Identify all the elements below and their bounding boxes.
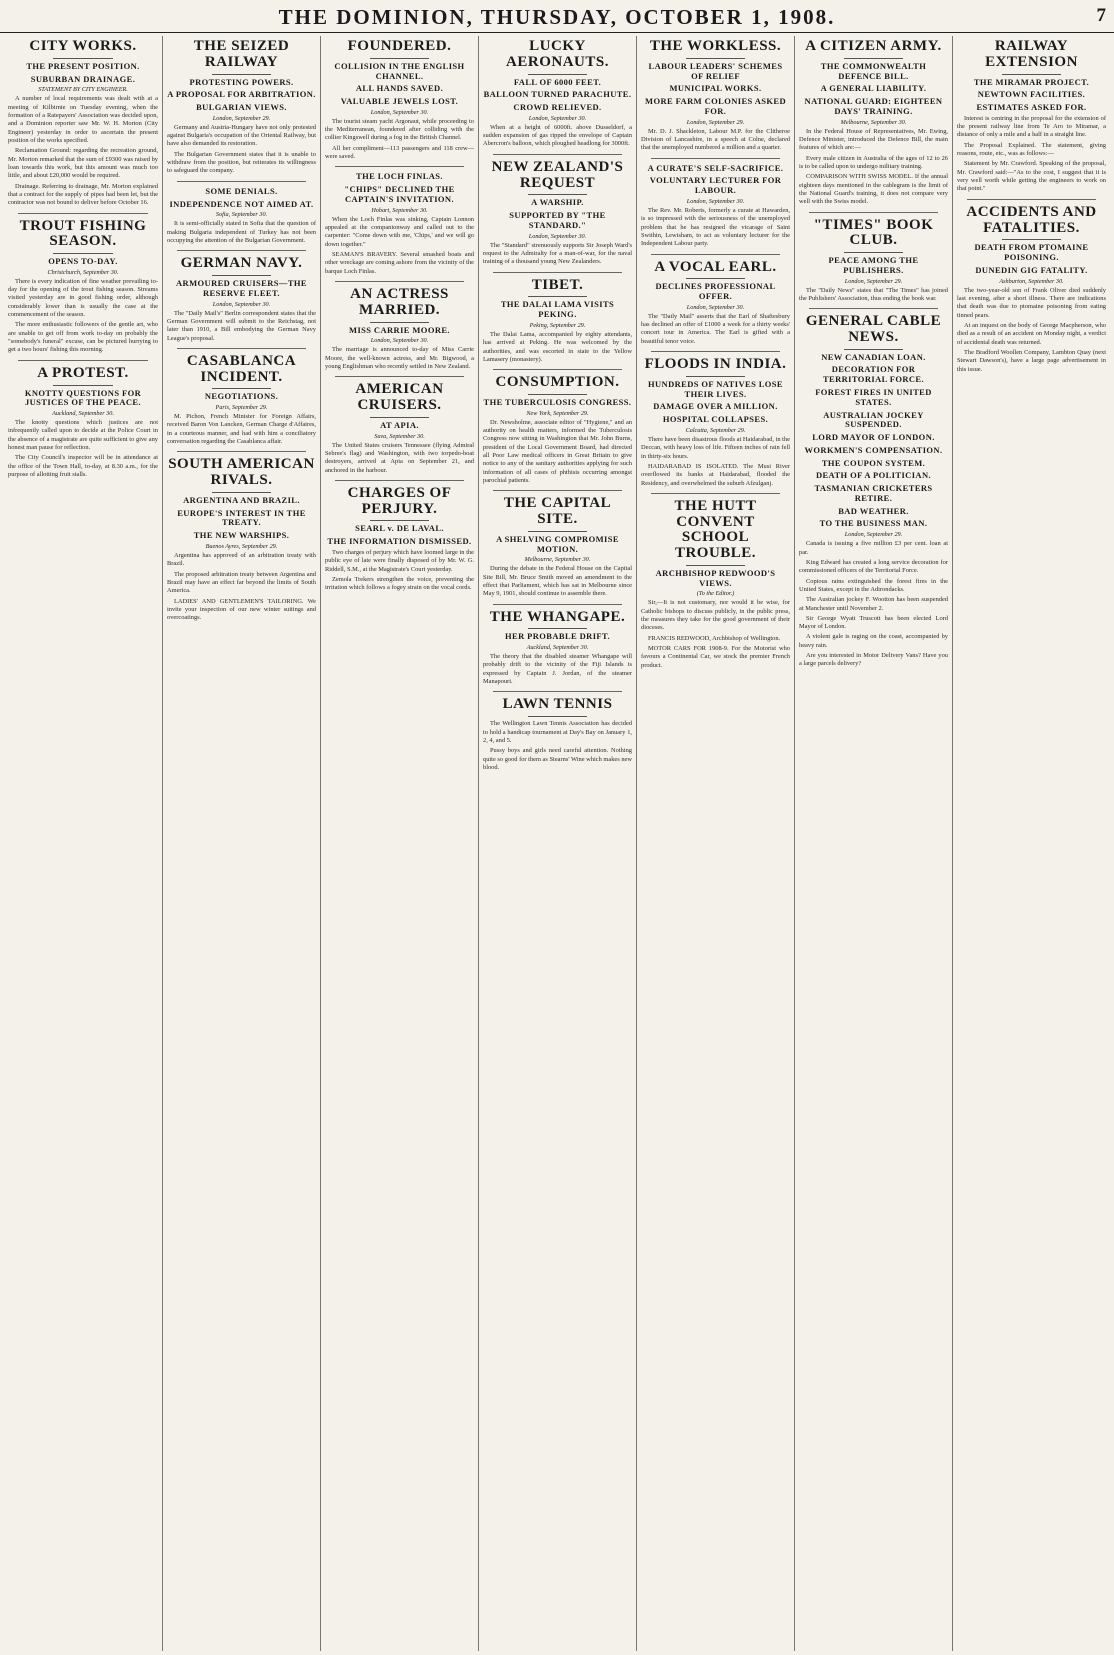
article-subhead: PEACE AMONG THE PUBLISHERS. [828,255,919,275]
article-paragraph: The Rev. Mr. Roberts, formerly a curate at Hawarden, is so impressed with the seriousness of the unemployed problem that he has resigned the vicarage of Saint Swithin, Lewisham, to act as voluntary lecturer for the Independent Labour party. [641,206,790,248]
article-paragraph: MOTOR CARS FOR 1908-9. For the Motorist who favours a Continental Car, we stock the premier French product. [641,645,790,669]
article-divider [651,493,780,494]
article-subhead: DECLINES PROFESSIONAL OFFER. [655,281,776,302]
article-headline: AN ACTRESS MARRIED. [350,286,449,318]
article-subhead: KNOTTY QUESTIONS FOR JUSTICES OF THE PEACE. [24,387,142,408]
article-subhead: THE DALAI LAMA VISITS PEKING. [500,299,615,320]
article-headline: LAWN TENNIS [502,696,613,713]
article-paragraph: The more enthusiastic followers of the gentle art, who are unable to get off from work to-day on probably the "somebody's funeral" excuse, can be pictured hurrying to get a two hours' fishing this morning. [8,321,158,354]
article-subhead: DAMAGE OVER A MILLION. [653,401,778,412]
article-divider [335,281,464,282]
article-paragraph: The "Daily Mail" asserts that the Earl of Shaftesbury has declined an offer of £1000 a week for a thirty weeks' concert tour in America. The Earl is gifted with a beautiful tenor voice. [641,312,790,345]
article-dateline: London, September 29. [844,277,903,285]
article-subhead: SOME DENIALS. [205,185,278,196]
article-divider [493,369,622,370]
article-subhead: WORKMEN'S COMPENSATION. [804,444,943,455]
article-subhead: A CURATE'S SELF-SACRIFICE. [647,162,784,173]
article-paragraph: Zemola Trekers strengthen the voice, preventing the irritation which follows a fogey strain on the vocal cords. [325,575,474,592]
article-dateline: London, September 30. [686,197,745,205]
article-subhead: NEGOTIATIONS. [204,391,279,402]
column-container [4,36,1110,1651]
article [483,39,632,149]
article-subhead: SUBURBAN DRAINAGE. [30,73,136,84]
article-subhead: AUSTRALIAN JOCKEY SUSPENDED. [823,409,924,430]
article-paragraph: The Proposal Explained. The statement, giving reasons, route, etc., was as follows:— [957,141,1106,158]
headline-rule [1002,239,1062,240]
article-divider [493,154,622,155]
article-paragraph: It is semi-officially stated in Sofia that the question of making Bulgaria independent of Turkey has not been occupying the attention of the Bulgarian Government. [167,220,316,244]
headline-rule [528,194,588,195]
article-paragraph: The marriage is announced to-day of Miss Carrie Moore, the well-known actress, and Mr. Bigwood, a young Englishman who recently settled in New Zealand. [325,346,474,370]
article-subhead: THE COMMONWEALTH DEFENCE BILL. [820,60,927,81]
article-paragraph: During the debate in the Federal House on the Capital Site Bill, Mr. Bruce Smith moved an amendment to the effect that Parliament, which has sat in Melbourne since May 9, 1901, should continue to assemble there. [483,565,632,598]
article-subhead: NATIONAL GUARD: EIGHTEEN DAYS' TRAINING. [804,96,943,116]
article-dateline: London, September 29. [686,118,745,126]
article-divider [18,213,148,214]
article-paragraph: Sir,—It is not customary, nor would it be wise, for Catholic bishops to discuss publicly, in the public press, the measures they take for the good government of their dioceses. [641,599,790,632]
article-paragraph: Dr. Newsholme, associate editor of "Hygiene," and an authority on health matters, informed the Tuberculosis Congress now sitting in Washington that Mr. John Burns, president of the Local Government Board, had directed all Poor Law medical officers in Great Britain to give notice to any of the sanitary authorities applying for such information of all cases of phthisis occurring amongst parochial patients. [483,418,632,484]
article [483,610,632,687]
article-paragraph: The Wellington Lawn Tennis Association has decided to hold a handicap tournament at Day's Bay on January 1, 2, 4, and 5. [483,720,632,744]
article-dateline: New York, September 29. [526,409,589,417]
headline-rule [53,253,113,254]
article [167,354,316,447]
article-divider [809,212,938,213]
article-headline: GERMAN NAVY. [180,255,303,272]
article [325,39,474,161]
article-subhead: DEATH OF A POLITICIAN. [815,470,932,481]
article-subhead: MORE FARM COLONIES ASKED FOR. [645,96,786,116]
article-paragraph: SEAMAN'S BRAVERY. Several smashed boats and other wreckage are coming ashore from the vicinity of the barque Loch Finlas. [325,251,474,275]
article-paragraph: King Edward has created a long service decoration for commissioned officers of the Territorial Force. [799,558,948,575]
headline-rule [686,565,746,566]
article-subhead: EUROPE'S INTEREST IN THE TREATY. [177,507,306,528]
article-headline: "TIMES" BOOK CLUB. [813,216,934,249]
article [483,496,632,598]
article-paragraph: When the Loch Finlas was sinking, Captain Lonnon appealed at the companionway and called out to the carpenter: "Come down with me, 'Chips,' and we will go down together." [325,215,474,248]
article-subhead: VALUABLE JEWELS LOST. [340,96,459,107]
article-dateline: London, September 30. [686,303,745,311]
article [325,382,474,475]
article-headline: ACCIDENTS AND FATALITIES. [966,203,1097,236]
article-paragraph: Two charges of perjury which have loomed large in the public eye of late were finally disposed of by Mr. W. G. Riddell, S.M., at the Magistrate's Court yesterday. [325,548,474,573]
column-3 [320,36,478,1651]
article-dateline: Suva, September 30. [374,432,425,440]
headline-rule [212,492,272,493]
article-divider [651,351,780,352]
headline-rule [528,394,588,395]
article-paragraph: Are you interested in Motor Delivery Vans? Have you a large parcels delivery? [799,652,948,668]
article [483,697,632,772]
article-divider [177,451,306,452]
article-subhead: MUNICIPAL WORKS. [669,83,762,94]
column-7 [952,36,1110,1651]
headline-rule [686,376,746,377]
article-dateline: Melbourne, September 30. [524,556,591,564]
headline-rule [370,520,430,521]
article-subhead: A PROPOSAL FOR ARBITRATION. [167,89,316,100]
article-subhead: A SHELVING COMPROMISE MOTION. [496,533,619,554]
article-divider [651,158,780,159]
article-subhead: THE INFORMATION DISMISSED. [327,536,472,547]
headline-rule [53,385,113,386]
article-subhead: CROWD RELIEVED. [513,102,602,113]
article [641,357,790,488]
headline-rule [370,58,430,59]
article-dateline: Auckland, September 30. [52,410,114,418]
headline-rule [370,322,430,323]
column-5 [636,36,794,1651]
article-dateline: London, September 29. [212,114,271,122]
article-headline: A PROTEST. [37,364,129,381]
article-subhead: "CHIPS" DECLINED THE CAPTAIN'S INVITATION. [344,184,455,204]
article-dateline: (To the Editor.) [696,590,735,598]
article-paragraph: Canada is issuing a five million £3 per cent. loan at par. [799,540,948,556]
article-headline: TROUT FISHING SEASON. [19,217,147,250]
article-paragraph: Argentina has approved of an arbitration treaty with Brazil. [167,552,316,568]
article-dateline: STATEMENT BY CITY ENGINEER. [38,86,128,94]
column-2 [162,36,320,1651]
article-paragraph: The Bulgarian Government states that it is unable to withdraw from the position, but reiterates its willingness to safeguard the company. [167,150,316,175]
article-dateline: Christchurch, September 30. [47,268,119,276]
article-paragraph: Reclamation Ground: regarding the recreation ground, Mr. Morton remarked that the sum of £9300 was raised by loan towards this work, but this amount was much too little, and about £20,000 would be required. [8,147,158,180]
article-headline: CHARGES OF PERJURY. [347,484,452,517]
article-paragraph: When at a height of 6000ft. above Dusseldorf, a sudden expansion of gas ripped the envelope of Captain Abercron's balloon, which ploughed headlong for 3000ft. [483,123,632,148]
article-paragraph: Interest is centring in the proposal for the extension of the present railway line from Te Aro to Miramar, a distance of only a mile and a half in a straight line. [957,114,1106,139]
article-paragraph: The "Daily Mail's" Berlin correspondent states that the German Government will submit to the Reichstag, not later than 1910, a Bill embodying the German Navy League's proposal. [167,309,316,342]
article [8,366,158,480]
article-subhead: DECORATION FOR TERRITORIAL FORCE. [822,364,925,385]
article-subhead: TO THE BUSINESS MAN. [819,518,928,529]
article [641,499,790,670]
article-headline: TIBET. [531,276,584,293]
headline-rule [686,278,746,279]
article-divider [18,360,148,361]
article-subhead: A WARSHIP. [531,197,584,208]
article-paragraph: Copious rains extinguished the forest fires in the United States, except in the Adirondacks. [799,577,948,593]
article-paragraph: Sir George Wyatt Truscott has been elected Lord Mayor of London. [799,614,948,631]
article-subhead: THE COUPON SYSTEM. [821,457,926,468]
article-dateline: Calcutta, September 29. [685,426,746,434]
article [799,218,948,304]
article-divider [335,480,464,481]
article-subhead: ARMOURED CRUISERS—THE RESERVE FLEET. [176,278,307,298]
article-paragraph: The City Council's inspector will be in attendance at the office of the Town Hall, to-day, at 8.30 a.m., for the purpose of allotting fruit stalls. [8,454,158,479]
headline-rule [844,58,904,59]
article-divider [493,490,622,491]
article [8,39,158,208]
article-subhead: SUPPORTED BY "THE STANDARD." [509,210,606,230]
article-paragraph: The two-year-old son of Frank Oliver died suddenly last evening, after a short illness. There are indications that death was due to ptomaine poisoning from eating tinned pears. [957,286,1106,319]
article [641,260,790,347]
article-subhead: THE TUBERCULOSIS CONGRESS. [483,396,632,407]
article-dateline: Auckland, September 30. [526,644,589,652]
article-headline: NEW ZEALAND'S REQUEST [491,158,624,191]
column-1 [4,36,162,1651]
headline-rule [528,531,588,532]
article-paragraph: The United States cruisers Tennessee (flying Admiral Sebree's flag) and Washington, with two torpedo-boat destroyers, arrived at Apia on September 21, and anchored in the harbour. [325,441,474,474]
headline-rule [1002,74,1062,75]
article-paragraph: The Australian jockey F. Wootton has been suspended at Manchester until November 2. [799,596,948,612]
article-dateline: Hobart, September 30. [371,206,428,214]
article-dateline: Sofia, September 30. [215,211,268,219]
article [325,287,474,371]
article-paragraph: A violent gale is raging on the coast, accompanied by heavy rain. [799,633,948,649]
article-dateline: Melbourne, September 30. [840,118,907,126]
article [799,39,948,207]
article-headline: THE WORKLESS. [649,38,782,54]
article-paragraph: The tourist steam yacht Argonaut, while proceeding to the Mediterranean, foundered after colliding with the collier Kingswell during a fog in the British Channel. [325,117,474,142]
article [167,39,316,176]
article [167,457,316,622]
article-subhead: ESTIMATES ASKED FOR. [976,102,1087,113]
article-subhead: THE LOCH FINLAS. [356,171,443,182]
article-headline: CONSUMPTION. [495,374,620,391]
article-subhead: FALL OF 6000 FEET. [513,76,602,87]
article-paragraph: The Dalai Lama, accompanied by eighty attendants, has arrived at Peking. He was welcomed by the authorities, and was escorted in state to the Yellow Lamasery (monastery). [483,330,632,363]
headline-rule [212,388,272,389]
headline-rule [370,417,430,418]
article-divider [493,691,622,692]
article-paragraph: COMPARISON WITH SWISS MODEL. If the annual eighteen days mentioned in the cablegram is the limit of the National Guard's training, it does not compare very well with the Swiss model. [799,173,948,206]
article [641,164,790,249]
headline-rule [53,58,113,59]
article-subhead: DEATH FROM PTOMAINE POISONING. [974,242,1089,263]
article [483,278,632,365]
article-paragraph: All her compliment—113 passengers and 118 crew—were saved. [325,144,474,161]
masthead-title: THE DOMINION, THURSDAY, OCTOBER 1, 1908. [278,5,836,29]
article [325,486,474,593]
article-paragraph: FRANCIS REDWOOD, Archbishop of Wellington. [648,634,781,642]
article-paragraph: In the Federal House of Representatives, Mr. Ewing, Defence Minister, introduced the Defence Bill, the main features of which are:— [799,127,948,152]
article-dateline: London, September 30. [370,337,429,345]
article [483,375,632,485]
article-paragraph: The proposed arbitration treaty between Argentina and Brazil may have an effect far beyond the limits of South America. [167,570,316,595]
article-dateline: London, September 30. [528,232,587,240]
article-paragraph: Statement by Mr. Crawford. Speaking of the proposal, Mr. Crawford said:—"As to the cost, I suggest that it is very well worth while getting the engineers to work on that point." [957,160,1106,193]
article-paragraph: A number of local requirements was dealt with at a meeting of Kilbirnie on Tuesday evening, when the formation of a Ratepayers' Association was decided upon, and a Dominion reporter saw Mr. W. H. Morton (City Engineer) yesterday in order to ascertain the present position of the works specified. [8,95,158,144]
article-divider [493,272,622,273]
article-subhead: THE PRESENT POSITION. [26,60,140,71]
article-dateline: London, September 30. [212,300,271,308]
article-divider [177,250,306,251]
masthead [0,0,1114,33]
article-subhead: DUNEDIN GIG FATALITY. [975,264,1088,275]
headline-rule [528,74,588,75]
article-paragraph: There is every indication of fine weather prevailing to-day for the opening of the trout fishing season. Streams visited yesterday are in good fishing order, although considerably lower than is usually the case at the commencement of the season. [8,277,158,319]
article-subhead: FOREST FIRES IN UNITED STATES. [815,387,932,407]
article-paragraph: Germany and Austria-Hungary have not only protested against Bulgaria's occupation of the Oriental Railway, but have also demanded its restoration. [167,123,316,148]
article-paragraph: Pussy boys and girls need careful attention. Nothing quite so good for them as Stearns' Wine which makes new blood. [483,747,632,771]
article-headline: FLOODS IN INDIA. [644,356,787,373]
article-divider [177,181,306,182]
article-paragraph: HAIDARABAD IS ISOLATED. The Musi River overflowed its banks at Haidarabad, flooded the Residency, and overwhelmed the suburb Afzulganj. [641,462,790,487]
article-subhead: BAD WEATHER. [838,505,909,516]
article-headline: CITY WORKS. [29,38,137,54]
article-headline: A CITIZEN ARMY. [805,38,942,54]
article-headline: THE CAPITAL SITE. [503,495,612,528]
headline-rule [528,296,588,297]
article-paragraph: There have been disastrous floods at Haidarabad, in the Deccan, with heavy loss of life. Fifteen inches of rain fell in thirty-six hours. [641,435,790,460]
article-subhead: BULGARIAN VIEWS. [196,102,287,113]
article-divider [967,199,1096,200]
article-paragraph: M. Pichon, French Minister for Foreign Affairs, received Baron Von Lancken, German Charge d'Affaires, in a courteous manner, and had with him a conciliatory conversation regarding the Casablanca affair. [167,413,316,446]
article-divider [177,348,306,349]
article-headline: SOUTH AMERICAN RIVALS. [168,456,315,489]
article-subhead: COLLISION IN THE ENGLISH CHANNEL. [334,60,465,81]
article-paragraph: The "Daily News" states that "The Times" has joined the Publishers' Association, thus ending the book war. [799,286,948,302]
article-paragraph: At an inquest on the body of George Macpherson, who died as a result of an accident on Monday night, a verdict of accidental death was returned. [957,321,1106,346]
article-subhead: VOLUNTARY LECTURER FOR LABOUR. [649,175,782,196]
article [641,39,790,153]
article-headline: RAILWAY EXTENSION [985,38,1078,70]
article-headline: FOUNDERED. [347,38,452,54]
page-number: 7 [1096,5,1106,26]
article-subhead: THE NEW WARSHIPS. [193,530,290,541]
article-paragraph: The Bradford Woollen Company, Lambton Quay (next Stewart Dawson's), have a large page advertisement in this issue. [957,348,1106,373]
article-divider [335,166,464,167]
article-paragraph: The theory that the disabled steamer Whangape will probably drift to the vicinity of the Fiji Islands is expressed by Captain J. Jordan, of the steamer Manapouri. [483,653,632,686]
article-subhead: LABOUR LEADERS' SCHEMES OF RELIEF [648,60,783,81]
article-dateline: London, September 29. [844,531,903,539]
article [167,187,316,246]
headline-rule [212,275,272,276]
headline-rule [844,252,904,253]
headline-rule [528,716,588,717]
article-dateline: Paris, September 29. [215,404,268,412]
article-divider [335,376,464,377]
article-dateline: Buenos Ayres, September 29. [205,543,278,551]
article-headline: THE HUTT CONVENT SCHOOL TROUBLE. [674,497,757,562]
article-dateline: Ashburton, September 30. [999,277,1064,285]
article-headline: LUCKY AERONAUTS. [506,38,609,70]
headline-rule [844,349,904,350]
article [8,219,158,355]
article-paragraph: Every male citizen in Australia of the ages of 12 to 26 is to be called upon to undergo military training. [799,154,948,170]
article-subhead: MISS CARRIE MOORE. [349,324,450,335]
article [325,172,474,276]
article-paragraph: Drainage. Referring to drainage, Mr. Morton explained that a contract for the supply of pipes had been let, but the contractor was not bound to deliver before October 16. [8,182,158,207]
article-subhead: PROTESTING POWERS. [189,76,294,87]
article [957,205,1106,374]
headline-rule [212,74,272,75]
headline-rule [686,58,746,59]
article-subhead: A GENERAL LIABILITY. [820,83,927,94]
article-subhead: BALLOON TURNED PARACHUTE. [483,89,632,100]
column-4 [478,36,636,1651]
article-paragraph: The "Standard" strenuously supports Sir Joseph Ward's request to the Admiralty for a man-of-war, for the naval training of a thousand young New Zealanders. [483,241,632,266]
article-headline: THE SEIZED RAILWAY [193,38,290,70]
article-subhead: HUNDREDS OF NATIVES LOSE THEIR LIVES. [648,378,783,399]
article [167,256,316,343]
article-dateline: Peking, September 29. [529,321,586,329]
article [799,314,948,669]
article-paragraph: LADIES' AND GENTLEMEN'S TAILORING. We invite your inspection of our new winter suitings and overcoatings. [167,597,316,622]
article-paragraph: Mr. D. J. Shackleton, Labour M.P. for the Clitheroe Division of Lancashire, in a speech at Colne, declared that the unemployed numbered a million and a quarter. [641,127,790,152]
article-paragraph: The knotty questions which justices are not infrequently called upon to decide at the Police Court in the absence of a magistrate are quite sufficient to give any honest man pause for reflection. [8,419,158,452]
article-headline: A VOCAL EARL. [654,258,777,275]
article-subhead: INDEPENDENCE NOT AIMED AT. [169,198,314,209]
article-subhead: NEW CANADIAN LOAN. [821,351,926,362]
article-subhead: THE MIRAMAR PROJECT. [973,76,1090,87]
article [483,160,632,267]
article-headline: CASABLANCA INCIDENT. [186,352,297,385]
article-divider [493,604,622,605]
article-headline: THE WHANGAPE. [489,608,626,625]
article-subhead: HER PROBABLE DRIFT. [505,631,610,642]
article-subhead: ARCHBISHOP REDWOOD'S VIEWS. [655,567,776,588]
article-subhead: SEARL v. DE LAVAL. [355,523,444,534]
article-subhead: TASMANIAN CRICKETERS RETIRE. [814,483,933,503]
article-subhead: AT APIA. [380,419,419,430]
column-6 [794,36,952,1651]
article-subhead: HOSPITAL COLLAPSES. [662,414,769,425]
article-subhead: ARGENTINA AND BRAZIL. [183,494,300,505]
article-dateline: London, September 30. [528,114,587,122]
article-headline: AMERICAN CRUISERS. [355,381,444,414]
headline-rule [528,628,588,629]
article-subhead: LORD MAYOR OF LONDON. [812,432,935,443]
article-divider [809,308,938,309]
article-subhead: OPENS TO-DAY. [48,256,118,267]
article-dateline: London, September 30. [370,108,429,116]
article-subhead: ALL HANDS SAVED. [355,83,444,94]
article-headline: GENERAL CABLE NEWS. [805,313,942,345]
article-subhead: NEWTOWN FACILITIES. [977,89,1086,100]
article-divider [651,254,780,255]
article [957,39,1106,194]
